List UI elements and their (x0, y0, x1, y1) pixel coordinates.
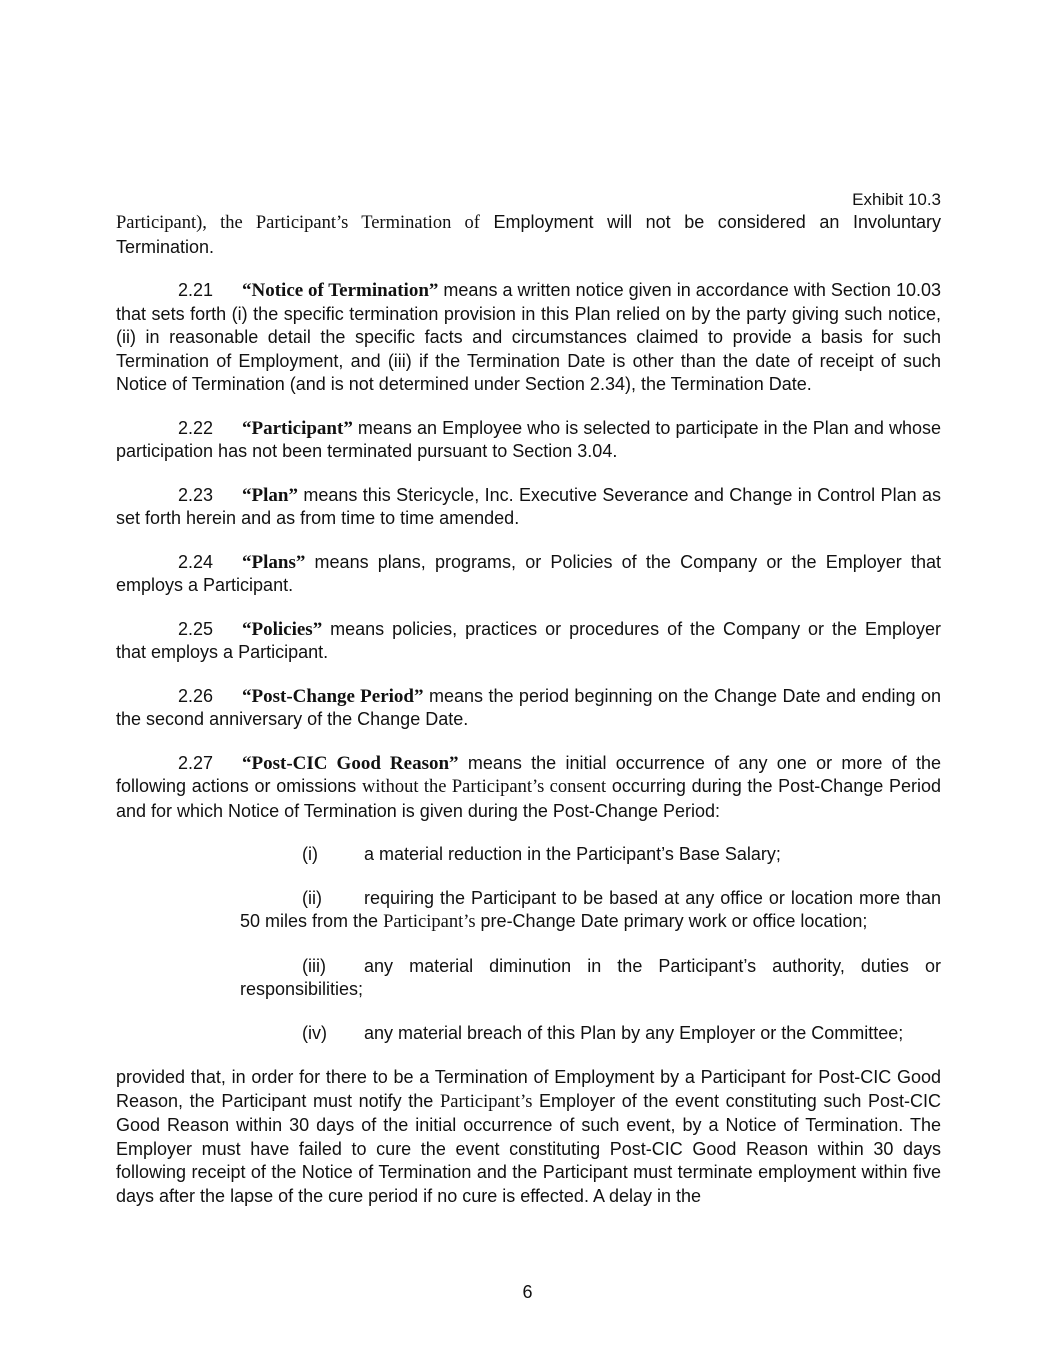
section-2-26 (116, 685, 941, 732)
closing-text: provided that, in order for there to be a Termination of Employment by a Participant for Post-CIC Good Reason, the Participant must notify the (116, 1067, 941, 1111)
defined-term: “Policies” (242, 618, 323, 640)
defined-term: “Post-CIC Good Reason” (242, 752, 459, 774)
section-body: means this Stericycle, Inc. Executive Severance and Change in Control Plan as set forth herein and as from time to time amended. (116, 484, 941, 528)
subitem-roman: (ii) (302, 887, 322, 908)
continuation-serif-text: Participant), the Participant’s Termination of (116, 213, 480, 233)
section-body: means the period beginning on the Change Date and ending on the second anniversary of the Change Date. (116, 685, 941, 729)
defined-term: “Participant” (242, 417, 353, 439)
section-2-21 (116, 279, 941, 397)
subitem-text: any material diminution in the Participant’s authority, duties or responsibilities; (240, 955, 941, 999)
subitem-i (240, 843, 941, 867)
exhibit-label: Exhibit 10.3 (852, 190, 941, 209)
section-number: 2.26 (178, 685, 214, 706)
subitem-iv (240, 1022, 941, 1046)
section-body: means an Employee who is selected to participate in the Plan and whose participation has not been terminated pursuant to Section 3.04. (116, 417, 941, 461)
section-body: means the initial occurrence of any one or more of the following actions or omissions (116, 752, 942, 796)
continuation-paragraph (116, 211, 941, 259)
section-2-25 (116, 618, 941, 665)
section-number: 2.27 (178, 752, 214, 773)
continuation-text: Employment will not be considered an Involuntary Termination. (116, 212, 941, 257)
subitem-roman: (i) (302, 844, 318, 864)
defined-term: “Post-Change Period” (242, 685, 424, 707)
subitem-iii (240, 955, 941, 1002)
section-number: 2.25 (178, 618, 214, 639)
section-body: means plans, programs, or Policies of the Company or the Employer that employs a Participant. (116, 551, 941, 595)
section-2-24 (116, 551, 941, 598)
section-number: 2.22 (178, 417, 214, 438)
subitem-roman: (iii) (302, 955, 326, 976)
subitem-text: requiring the Participant to be based at any office or location more than 50 miles from the (240, 887, 941, 931)
section-body: means a written notice given in accordance with Section 10.03 that sets forth (i) the specific termination provision in this Plan relied on by the party giving such notice, (ii) in reasonable detail the specific facts and circumstances claimed to provide a basis for such Termination of Employment, and (iii) if the Termination Date is other than the date of receipt of such Notice of Termination (and is not determined under Section 2.34), the Termination Date. (116, 280, 941, 394)
section-body: occurring during the Post-Change Period and for which Notice of Termination is given during the Post-Change Period: (116, 776, 941, 821)
section-body: means policies, practices or procedures of the Company or the Employer that employs a Participant. (116, 618, 941, 662)
subitem-text-serif: Participant’s (383, 912, 476, 932)
page-number: 6 (522, 1282, 533, 1302)
subitem-text: a material reduction in the Participant’s Base Salary; (364, 844, 781, 864)
closing-text-serif: Participant’s (439, 1091, 533, 1112)
section-2-27 (116, 752, 941, 824)
section-number: 2.23 (178, 484, 214, 505)
section-2-23 (116, 484, 941, 531)
closing-paragraph (116, 1066, 941, 1208)
subitem-text: pre-Change Date primary work or office location; (475, 911, 868, 931)
defined-term: “Plan” (242, 484, 298, 506)
section-number: 2.24 (178, 551, 214, 572)
defined-term: “Notice of Termination” (242, 280, 439, 301)
subitem-ii (240, 887, 941, 935)
subitem-text: any material breach of this Plan by any Employer or the Committee; (364, 1022, 904, 1043)
section-2-22 (116, 417, 941, 464)
section-number: 2.21 (178, 280, 214, 300)
defined-term: “Plans” (242, 551, 306, 573)
subitem-roman: (iv) (302, 1022, 327, 1043)
closing-text: Employer of the event constituting such Post-CIC Good Reason within 30 days of the initial occurrence of such event, by a Notice of Termination. The Employer must have failed to cure the event constituting Post-CIC Good Reason within 30 days following receipt of the Notice of Termination and the Participant must terminate employment within five days after the lapse of the cure period if no cure is effected. A delay in the (116, 1090, 942, 1206)
section-body-serif: without the Participant’s consent (362, 777, 607, 797)
document-page (116, 188, 941, 1228)
